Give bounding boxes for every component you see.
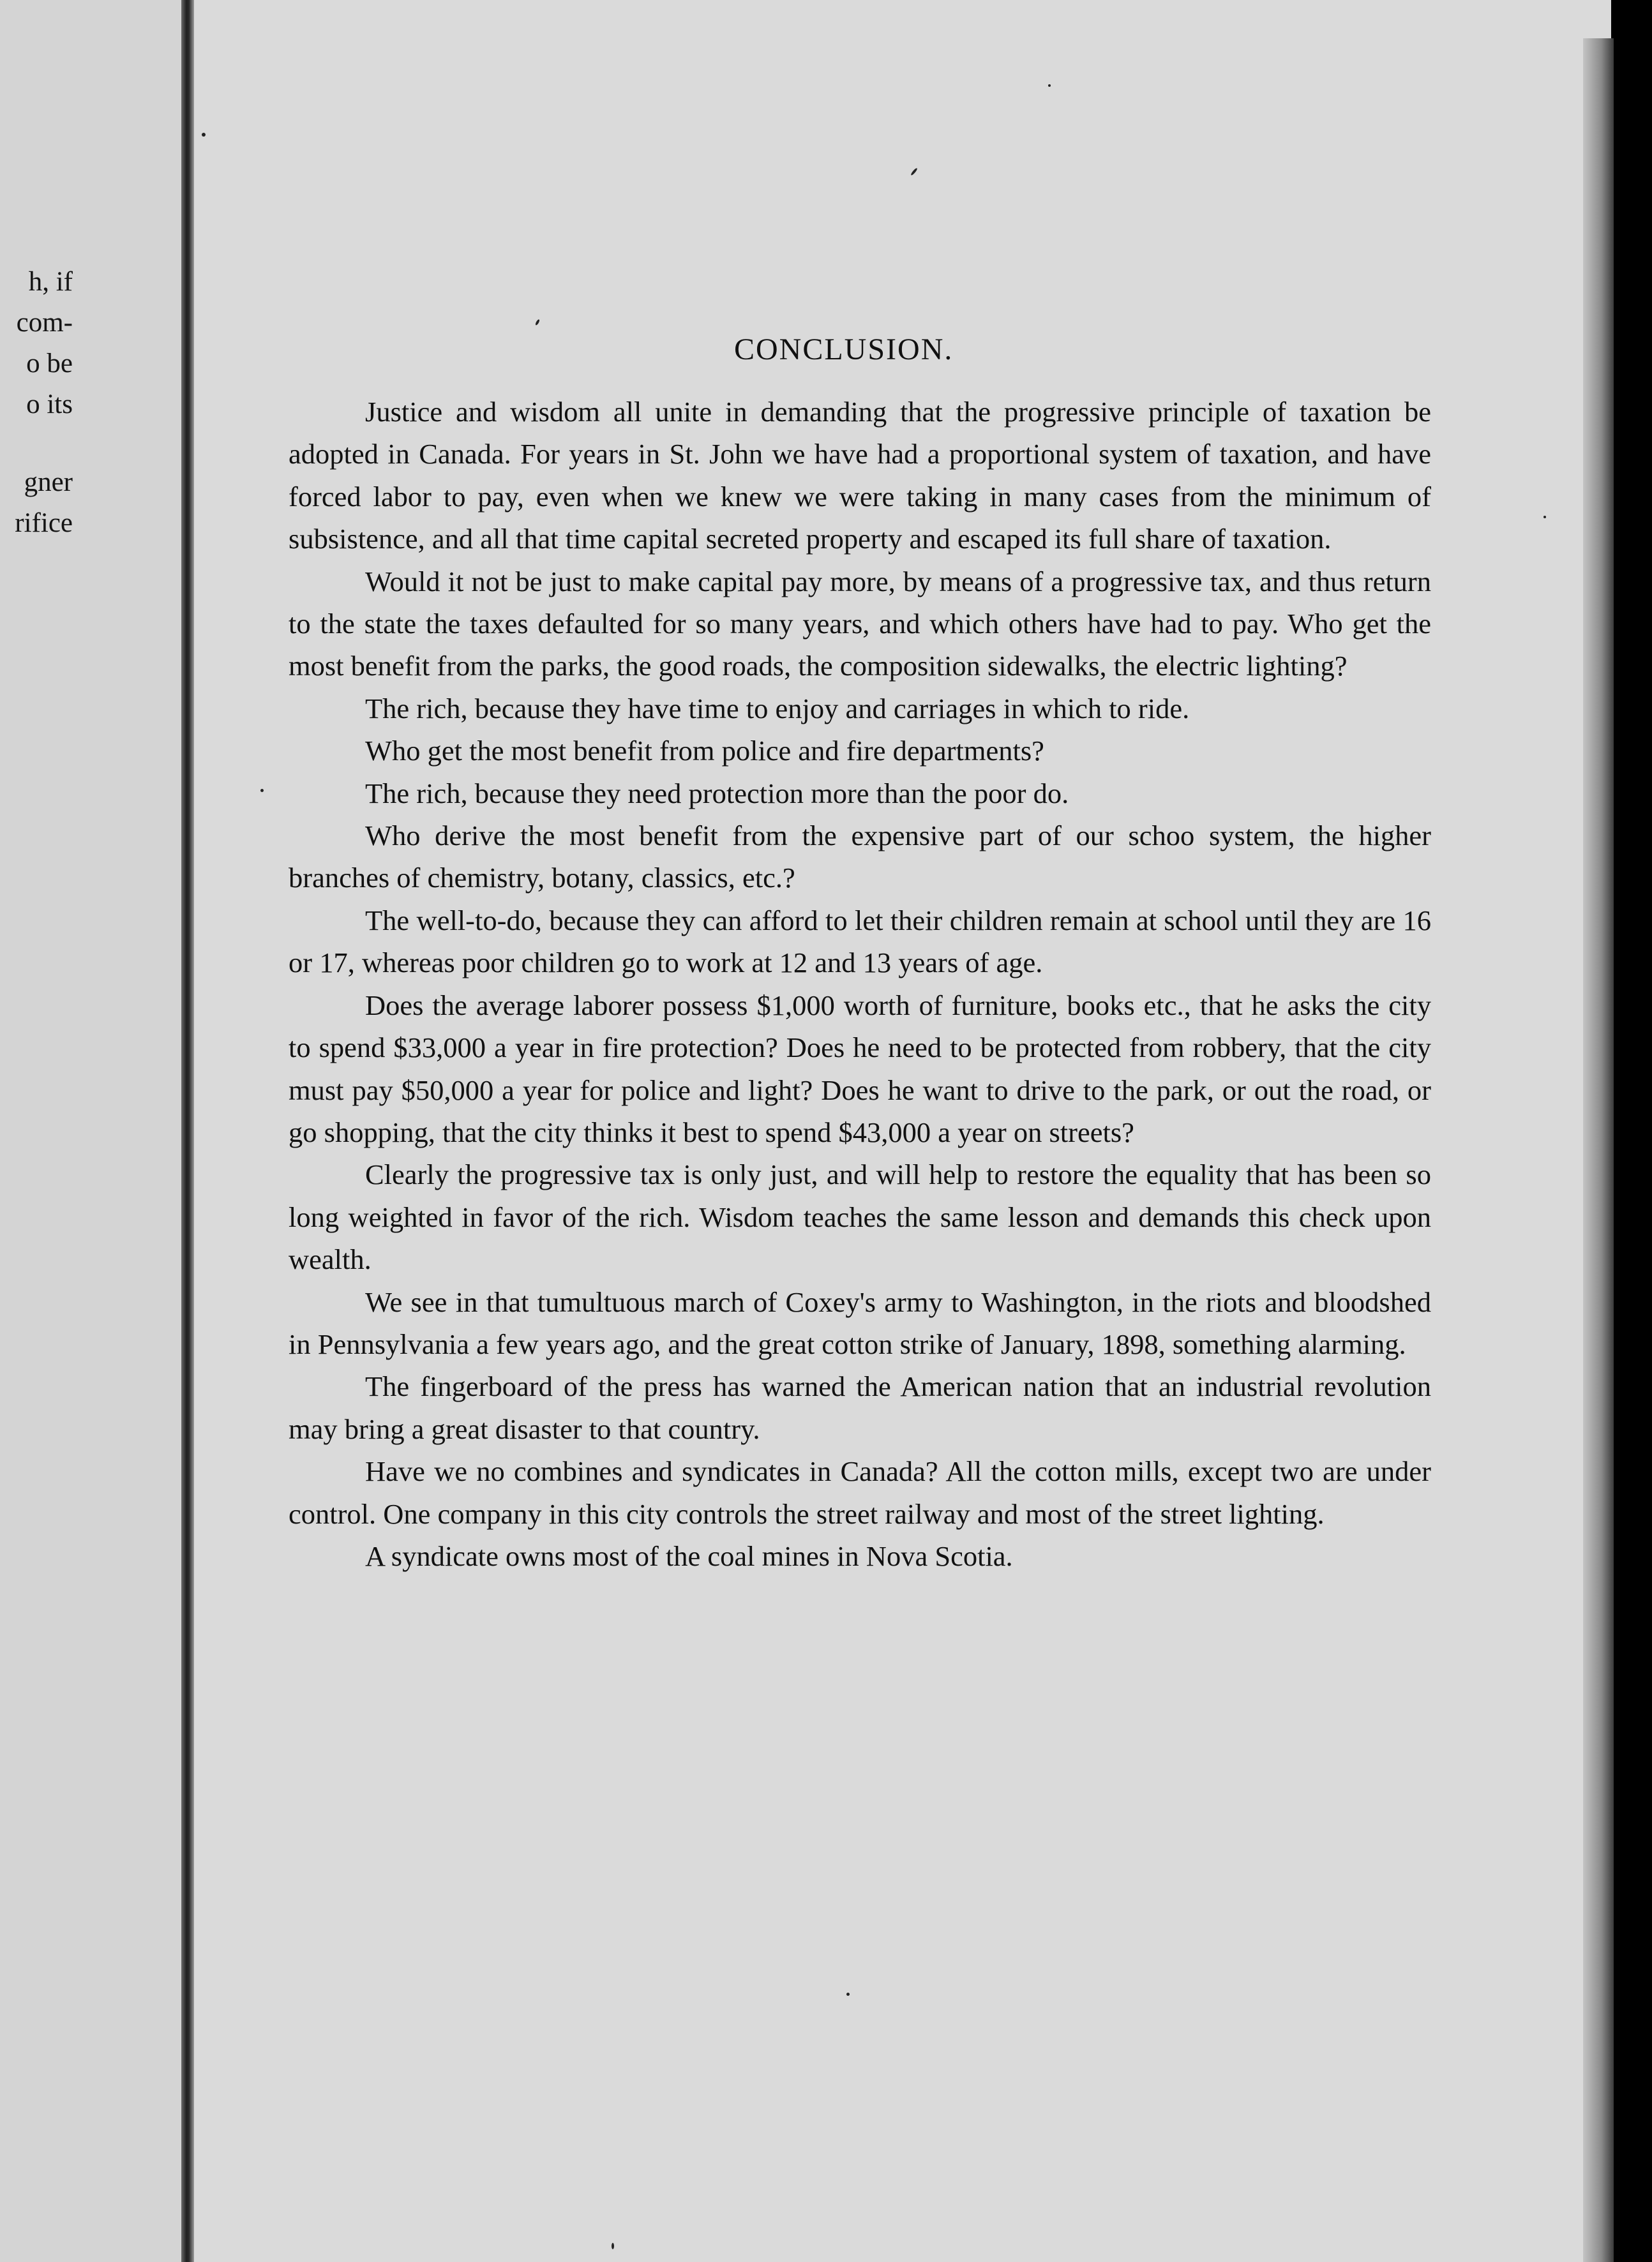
paragraph: A syndicate owns most of the coal mines in Nova Scotia. xyxy=(365,1539,1013,1572)
paragraph: The fingerboard of the press has warned the American nation that an industrial revolution may bring a great disaster to that country. xyxy=(289,1370,1431,1445)
body-text xyxy=(289,391,1431,1577)
left-fragment-line: rifice xyxy=(15,508,73,538)
book-gutter xyxy=(181,0,194,2262)
paper-speck xyxy=(260,789,264,792)
left-fragment-gap xyxy=(0,425,73,462)
paragraph: Would it not be just to make capital pay more, by means of a progressive tax, and thus return to the state the taxes defaulted for so many years, and which others have had to pay. Who get the most benefit from the parks, the good roads, the composition sidewalks, the electric lighting? xyxy=(289,565,1431,682)
paragraph: The rich, because they have time to enjoy and carriages in which to ride. xyxy=(365,692,1190,724)
paragraph: Does the average laborer possess $1,000 worth of furniture, books etc., that he asks the city to spend $33,000 a year in fire protection? Does he need to be protected from robbery, that the city must pay $50,000 a year for police and light? Does he want to drive to the park, or out the road, or go shopping, that the city thinks it best to spend $43,000 a year on streets? xyxy=(289,989,1431,1148)
left-page-text-fragments xyxy=(0,262,73,544)
page-title: CONCLUSION. xyxy=(734,333,954,366)
paper-speck xyxy=(1543,516,1546,518)
paper-speck xyxy=(1048,84,1051,87)
left-page xyxy=(0,0,184,2262)
left-fragment-line: o its xyxy=(26,389,73,419)
paragraph: We see in that tumultuous march of Coxey's army to Washington, in the riots and bloodshed in Pennsylvania a few years ago, and the great cotton strike of January, 1898, something alarming. xyxy=(289,1285,1431,1360)
paper-speck xyxy=(846,1993,850,1996)
paragraph: Who get the most benefit from police and fire departments? xyxy=(365,735,1044,767)
left-fragment-line: gner xyxy=(24,467,73,497)
left-fragment-line: o be xyxy=(26,348,73,378)
left-fragment-line: h, if xyxy=(28,267,73,297)
paper-speck xyxy=(612,2243,614,2249)
paragraph: Who derive the most benefit from the expensive part of our schoo system, the higher branches of chemistry, botany, classics, etc.? xyxy=(289,820,1431,894)
paragraph: Justice and wisdom all unite in demanding that the progressive principle of taxation be adopted in Canada. For years in St. John we have had a proportional system of taxation, and have forced labor to pay, even when we knew we were taking in many cases from the minimum of subsistence, and all that time capital secreted property and escaped its full share of taxation. xyxy=(289,396,1431,555)
left-fragment-line: com- xyxy=(16,308,73,338)
page-edge-shadow xyxy=(1583,38,1614,2262)
paragraph: Have we no combines and syndicates in Canada? All the cotton mills, except two are under control. One company in this city controls the street railway and most of the street lighting. xyxy=(289,1455,1431,1530)
paper-speck xyxy=(202,133,206,137)
paragraph: Clearly the progressive tax is only just, and will help to restore the equality that has been so long weighted in favor of the rich. Wisdom teaches the same lesson and demands this check upon wealth. xyxy=(289,1158,1431,1276)
paragraph: The well-to-do, because they can afford to let their children remain at school until they are 16 or 17, whereas poor children go to work at 12 and 13 years of age. xyxy=(289,904,1431,979)
paragraph: The rich, because they need protection more than the poor do. xyxy=(365,777,1069,809)
